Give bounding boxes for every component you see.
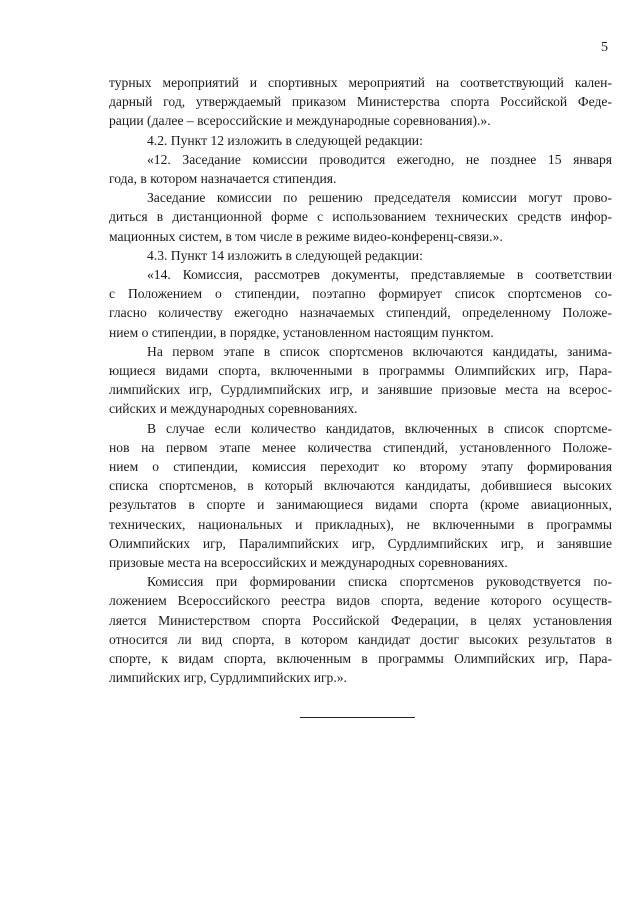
text-line: В случае если количество кандидатов, включенных в список спортсме- [147, 420, 612, 436]
page-number: 5 [601, 40, 608, 55]
paragraph [109, 73, 612, 131]
text-line: нием о стипендии, комиссия переходит ко второму этапу формирования [109, 459, 612, 475]
text-line: ляется Министерством спорта Российской Федерации, в целях установления [109, 612, 612, 628]
text-line: турных мероприятий и спортивных мероприятий на соответствующий кален- [109, 75, 612, 90]
text-line: относится ли вид спорта, в котором кандидат достиг высоких результатов в [109, 631, 612, 647]
text-line: 4.2. Пункт 12 изложить в следующей редакции: [147, 132, 423, 148]
text-line: мационных систем, в том числе в режиме видео-конференц-связи.». [109, 228, 503, 244]
text-line: результатов в спорте и занимающиеся видами спорта (кроме авиационных, [109, 497, 612, 513]
text-line: с Положением о стипендии, поэтапно формирует список спортсменов со- [109, 286, 612, 302]
paragraph [109, 131, 612, 150]
text-line: списка спортсменов, в который включаются кандидаты, добившиеся высоких [109, 478, 612, 494]
text-line: Комиссия при формировании списка спортсменов руководствуется по- [147, 574, 612, 590]
text-line: На первом этапе в список спортсменов включаются кандидаты, занима- [147, 343, 612, 359]
text-line: ющиеся видами спорта, включенными в программы Олимпийских игр, Пара- [109, 363, 612, 379]
text-line: Олимпийских игр, Паралимпийских игр, Сурдлимпийских игр, и занявшие [109, 535, 612, 551]
text-line: года, в котором назначается стипендия. [109, 171, 337, 187]
text-line: 4.3. Пункт 14 изложить в следующей редакции: [147, 247, 423, 263]
text-line: «12. Заседание комиссии проводится ежегодно, не позднее 15 января [147, 151, 612, 167]
paragraph [109, 419, 612, 573]
text-line: лимпийских игр, Сурдлимпийских игр, и занявшие призовые места на всерос- [109, 382, 612, 398]
paragraph [109, 265, 612, 342]
paragraph [109, 246, 612, 265]
text-line: рации (далее – всероссийские и международные соревнования).». [109, 113, 491, 129]
text-line: дарный год, утверждаемый приказом Министерства спорта Российской Феде- [109, 94, 612, 110]
text-line: лимпийских игр, Сурдлимпийских игр.». [109, 670, 347, 686]
end-divider-line [300, 717, 415, 718]
text-line: технических, национальных и прикладных), не включенными в программы [109, 516, 612, 532]
paragraph [109, 342, 612, 419]
text-line: диться в дистанционной форме с использованием технических средств инфор- [109, 209, 612, 225]
text-line: призовые места на всероссийских и международных соревнованиях. [109, 555, 508, 571]
text-line: сийских и международных соревнованиях. [109, 401, 358, 417]
paragraph [109, 150, 612, 188]
paragraph [109, 188, 612, 246]
text-line: нием о стипендии, в порядке, установленном настоящим пунктом. [109, 324, 494, 340]
text-line: нов на первом этапе менее количества стипендий, установленного Положе- [109, 439, 612, 455]
paragraph [109, 572, 612, 687]
document-body [109, 73, 612, 688]
text-line: гласно количеству ежегодно назначаемых стипендий, определенному Положе- [109, 305, 612, 321]
text-line: спорте, к видам спорта, включенным в программы Олимпийских игр, Пара- [109, 651, 612, 667]
text-line: «14. Комиссия, рассмотрев документы, представляемые в соответствии [147, 267, 612, 283]
text-line: Заседание комиссии по решению председателя комиссии могут прово- [147, 190, 612, 206]
text-line: ложением Всероссийского реестра видов спорта, ведение которого осуществ- [109, 593, 612, 609]
